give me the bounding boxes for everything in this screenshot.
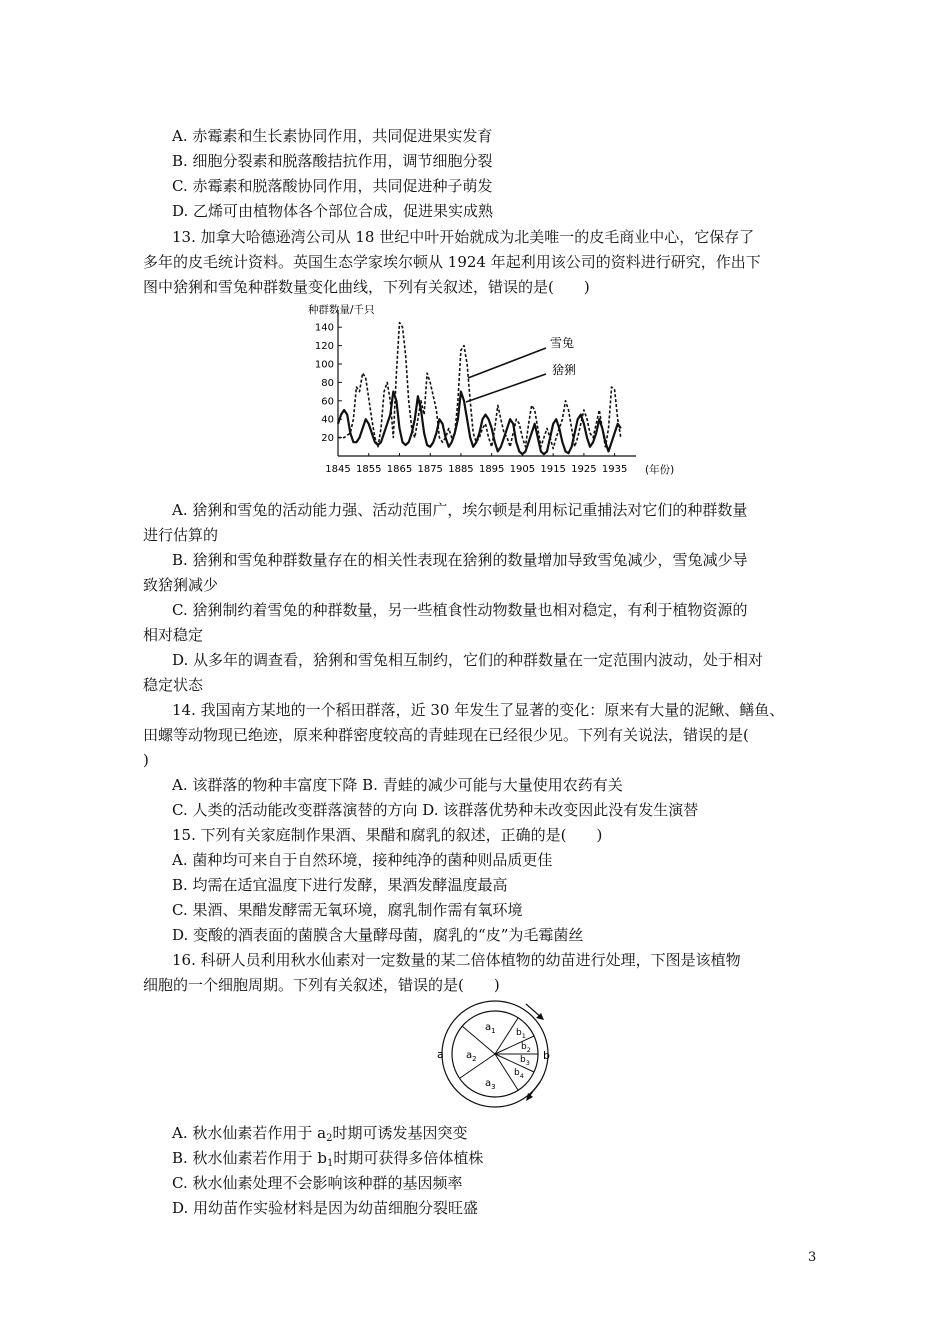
label-b2: $b_2$ <box>521 1042 531 1054</box>
q15-option-b: B. 均需在适宜温度下进行发酵，果酒发酵温度最高 <box>172 876 508 894</box>
q13-option-c-cont: 相对稳定 <box>143 626 204 644</box>
q13-stem-line-1: 13. 加拿大哈德逊湾公司从 18 世纪中叶开始就成为北美唯一的皮毛商业中心，它保存了 <box>172 228 755 246</box>
legend-pointer-lynx <box>466 374 546 402</box>
label-b4: $b_4$ <box>514 1068 524 1080</box>
x-tick-label: 1855 <box>356 464 382 475</box>
q15-option-c: C. 果酒、果醋发酵需无氧环境，腐乳制作需有氧环境 <box>172 901 523 919</box>
x-tick-label: 1905 <box>509 464 536 475</box>
q14-stem-line-2: 田螺等动物现已绝迹，原来种群密度较高的青蛙现在已经很少见。下列有关说法，错误的是( <box>143 726 749 744</box>
q13-option-d: D. 从多年的调查看，猞猁和雪兔相互制约，它们的种群数量在一定范围内波动，处于相对 <box>172 651 764 669</box>
q16-option-d: D. 用幼苗作实验材料是因为幼苗细胞分裂旺盛 <box>172 1199 479 1217</box>
q15-option-a: A. 菌种均可来自于自然环境，接种纯净的菌种则品质更佳 <box>172 851 553 869</box>
label-outer-b: b <box>543 1049 550 1062</box>
y-tick-label: 20 <box>321 433 334 445</box>
series-line-lynx <box>338 392 621 455</box>
legend-label-lynx: 猞猁 <box>552 363 577 377</box>
y-tick-label: 80 <box>321 377 334 389</box>
x-tick-label: 1865 <box>386 464 413 475</box>
q12-option-d: D. 乙烯可由植物体各个部位合成，促进果实成熟 <box>172 202 494 220</box>
page-number: 3 <box>808 1250 817 1265</box>
label-a3: $a_3$ <box>485 1078 496 1091</box>
q15-stem: 15. 下列有关家庭制作果酒、果醋和腐乳的叙述，正确的是( ) <box>172 826 603 844</box>
q16-stem-line-2: 细胞的一个细胞周期。下列有关叙述，错误的是( ) <box>143 976 500 994</box>
q13-option-d-cont: 稳定状态 <box>143 676 204 694</box>
q15-option-d: D. 变酸的酒表面的菌膜含大量酵母菌，腐乳的“皮”为毛霉菌丝 <box>172 926 584 944</box>
q13-stem-line-3: 图中猞猁和雪兔种群数量变化曲线，下列有关叙述，错误的是( ) <box>143 278 590 296</box>
q13-option-a: A. 猞猁和雪兔的活动能力强、活动范围广，埃尔顿是利用标记重捕法对它们的种群数量 <box>172 501 748 519</box>
q16-option-c: C. 秋水仙素处理不会影响该种群的基因频率 <box>172 1174 463 1192</box>
x-tick-label: 1895 <box>478 464 505 475</box>
q13-option-a-cont: 进行估算的 <box>143 526 219 544</box>
y-axis-label: 种群数量/千只 <box>308 304 375 316</box>
population-chart <box>300 298 690 480</box>
x-tick-label: 1885 <box>448 464 474 475</box>
legend-pointer-hare <box>468 348 546 378</box>
x-tick-label: 1845 <box>325 464 351 475</box>
label-a2: $a_2$ <box>466 1050 477 1063</box>
y-tick-label: 40 <box>321 414 334 426</box>
q13-option-b-cont: 致猞猁减少 <box>143 576 219 594</box>
label-b1: $b_1$ <box>516 1028 526 1040</box>
y-tick-label: 100 <box>314 359 334 371</box>
cell-cycle-diagram <box>430 998 560 1110</box>
q13-option-c: C. 猞猁制约着雪兔的种群数量，另一些植食性动物数量也相对稳定，有利于植物资源的 <box>172 601 748 619</box>
x-tick-label: 1935 <box>601 464 628 475</box>
x-axis-label: (年份) <box>645 464 675 476</box>
q12-option-b: B. 细胞分裂素和脱落酸拮抗作用，调节细胞分裂 <box>172 152 493 170</box>
x-tick-label: 1875 <box>417 464 443 475</box>
q16-stem-line-1: 16. 科研人员利用秋水仙素对一定数量的某二倍体植物的幼苗进行处理，下图是该植物 <box>172 951 741 969</box>
y-tick-label: 60 <box>321 396 334 408</box>
q13-stem-line-2: 多年的皮毛统计资料。英国生态学家埃尔顿从 1924 年起利用该公司的资料进行研究，作出下 <box>143 253 761 271</box>
q16-option-b: B. 秋水仙素若作用于 $b_1$时期可获得多倍体植株 <box>172 1149 484 1169</box>
q14-option-ab: A. 该群落的物种丰富度下降 B. 青蛙的减少可能与大量使用农药有关 <box>172 776 623 794</box>
q12-option-c: C. 赤霉素和脱落酸协同作用，共同促进种子萌发 <box>172 177 493 195</box>
label-a1: $a_1$ <box>485 1022 496 1035</box>
q14-stem-line-1: 14. 我国南方某地的一个稻田群落，近 30 年发生了显著的变化：原来有大量的泥鳅、鳝鱼、 <box>172 701 785 719</box>
x-tick-label: 1925 <box>571 464 597 475</box>
label-outer-a: a <box>437 1048 444 1061</box>
label-b3: $b_3$ <box>520 1055 530 1067</box>
legend-label-hare: 雪兔 <box>550 336 575 350</box>
q14-stem-line-3: ) <box>143 751 149 769</box>
q13-option-b: B. 猞猁和雪兔种群数量存在的相关性表现在猞猁的数量增加导致雪兔减少，雪兔减少导 <box>172 551 748 569</box>
q16-option-a: A. 秋水仙素若作用于 $a_2$时期可诱发基因突变 <box>172 1124 468 1144</box>
y-tick-label: 140 <box>314 322 334 334</box>
q14-option-cd: C. 人类的活动能改变群落演替的方向 D. 该群落优势种未改变因此没有发生演替 <box>172 801 699 819</box>
x-tick-label: 1915 <box>540 464 566 475</box>
y-tick-label: 120 <box>314 341 334 353</box>
q12-option-a: A. 赤霉素和生长素协同作用，共同促进果实发育 <box>172 127 493 145</box>
